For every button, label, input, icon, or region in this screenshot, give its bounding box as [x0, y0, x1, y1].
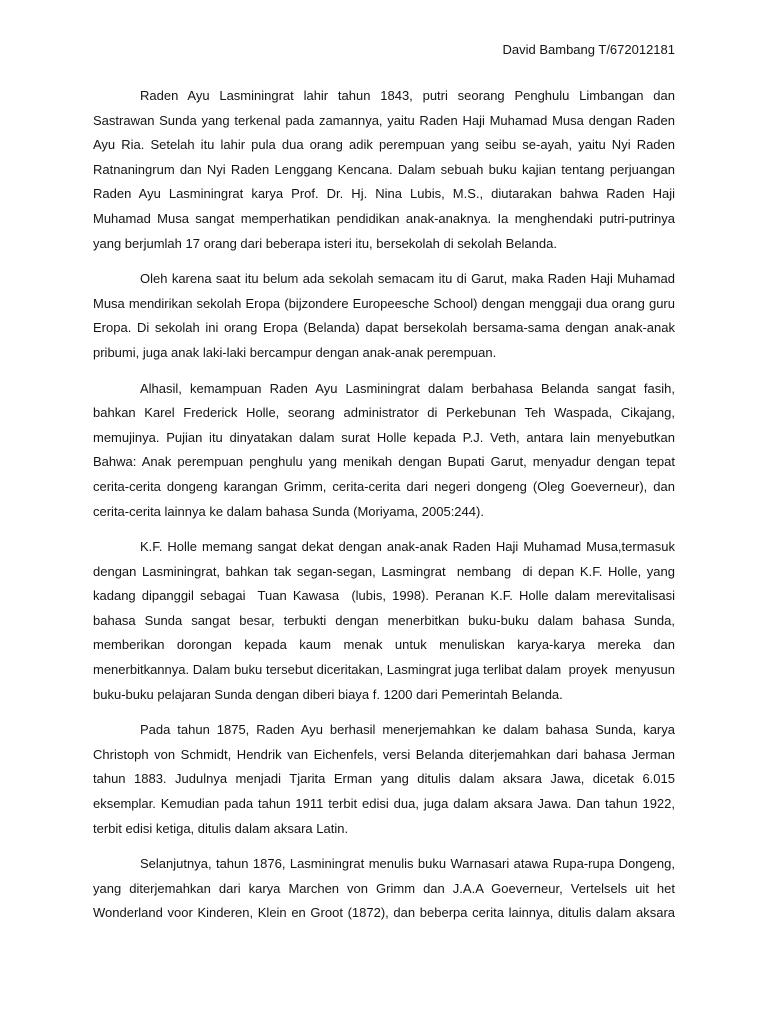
body-paragraph-3: Alhasil, kemampuan Raden Ayu Lasminingrat dalam berbahasa Belanda sangat fasih, bahkan Karel Frederick Holle, seorang administrator di Perkebunan Teh Waspada, Cikajang, memujinya. Pujian itu dinyatakan dalam surat Holle kepada P.J. Veth, antara lain menyebutkan Bahwa: Anak perempuan penghulu yang menikah dengan Bupati Garut, menyadur dengan tepat cerita-cerita dongeng karangan Grimm, cerita-cerita dari negeri dongeng (Oleg Goeverneur), dan cerita-cerita lainnya ke dalam bahasa Sunda (Moriyama, 2005:244).	[93, 380, 679, 519]
body-paragraph-5: Pada tahun 1875, Raden Ayu berhasil menerjemahkan ke dalam bahasa Sunda, karya Christoph von Schmidt, Hendrik van Eichenfels, versi Belanda diterjemahkan dari bahasa Jerman tahun 1883. Judulnya menjadi Tjarita Erman yang ditulis dalam aksara Jawa, dicetak 6.015 eksemplar. Kemudian pada tahun 1911 terbit edisi dua, juga dalam aksara Jawa. Dan tahun 1922, terbit edisi ketiga, ditulis dalam aksara Latin.	[93, 722, 679, 836]
document-body	[93, 84, 679, 937]
body-paragraph-4: K.F. Holle memang sangat dekat dengan anak-anak Raden Haji Muhamad Musa,termasuk dengan Lasminingrat, bahkan tak segan-segan, Lasmingrat nembang di depan K.F. Holle, yang kadang dipanggil sebagai Tuan Kawasa (lubis, 1998). Peranan K.F. Holle dalam merevitalisasi bahasa Sunda sangat besar, terbukti dengan menerbitkan buku-buku dalam bahasa Sunda, memberikan dorongan kepada kaum menak untuk menuliskan karya-karya mereka dan menerbitkannya. Dalam buku tersebut diceritakan, Lasmingrat juga terlibat dalam proyek menyusun buku-buku pelajaran Sunda dengan diberi biaya f. 1200 dari Pemerintah Belanda.	[93, 539, 679, 702]
body-paragraph-6: Selanjutnya, tahun 1876, Lasminingrat menulis buku Warnasari atawa Rupa-rupa Dongeng, yang diterjemahkan dari karya Marchen von Grimm dan J.A.A Goeverneur, Vertelsels uit het Wonderland voor Kinderen, Klein en Groot (1872), dan beberpa cerita lainnya, ditulis dalam aksara	[93, 856, 679, 921]
author-header: David Bambang T/672012181	[502, 42, 675, 57]
body-paragraph-2: Oleh karena saat itu belum ada sekolah semacam itu di Garut, maka Raden Haji Muhamad Musa mendirikan sekolah Eropa (bijzondere Europeesche School) dengan menggaji dua orang guru Eropa. Di sekolah ini orang Eropa (Belanda) dapat bersekolah bersama-sama dengan anak-anak pribumi, juga anak laki-laki bercampur dengan anak-anak perempuan.	[93, 271, 679, 360]
body-paragraph-1: Raden Ayu Lasminingrat lahir tahun 1843, putri seorang Penghulu Limbangan dan Sastrawan Sunda yang terkenal pada zamannya, yaitu Raden Haji Muhamad Musa dengan Raden Ayu Ria. Setelah itu lahir pula dua orang adik perempuan yang seibu se-ayah, yaitu Nyi Raden Ratnaningrum dan Nyi Raden Lenggang Kencana. Dalam sebuah buku kajian tentang perjuangan Raden Ayu Lasminingrat karya Prof. Dr. Hj. Nina Lubis, M.S., diutarakan bahwa Raden Haji Muhamad Musa sangat memperhatikan pendidikan anak-anaknya. Ia menghendaki putri-putrinya yang berjumlah 17 orang dari beberapa isteri itu, bersekolah di sekolah Belanda.	[93, 88, 679, 251]
